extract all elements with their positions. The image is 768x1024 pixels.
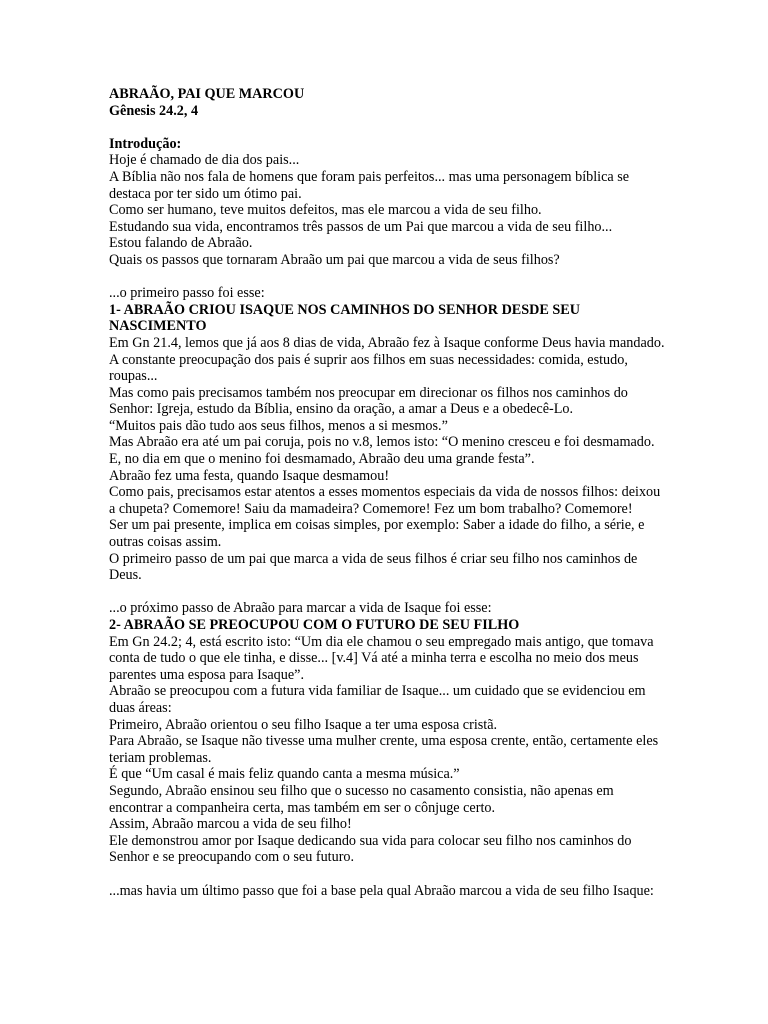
section2-paragraph: Ele demonstrou amor por Isaque dedicando sua vida para colocar seu filho nos caminhos do Senhor e se preocupando com o seu futuro. [109,832,632,866]
section1-heading: 1- ABRAÃO CRIOU ISAQUE NOS CAMINHOS DO SENHOR DESDE SEU NASCIMENTO [109,301,581,335]
section2-paragraph: Em Gn 24.2; 4, está escrito isto: “Um dia ele chamou o seu empregado mais antigo, que tomava conta de tudo o que ele tinha, e disse... [v.4] Vá até a minha terra e escolha no meio dos meus parentes uma esposa para Isaque”. [109,633,654,683]
section1-quote: “Muitos pais dão tudo aos seus filhos, menos a si mesmos.” [109,417,448,434]
intro-heading: Introdução: [109,135,182,152]
section2-paragraph: Primeiro, Abraão orientou o seu filho Isaque a ter uma esposa cristã. [109,716,498,733]
section2-quote: É que “Um casal é mais feliz quando canta a mesma música.” [109,766,460,783]
section2-paragraph: Segundo, Abraão ensinou seu filho que o sucesso no casamento consistia, não apenas em encontrar a companheira certa, mas também em ser o cônjuge certo. [109,782,614,816]
section2-lead: ...o próximo passo de Abraão para marcar a vida de Isaque foi esse: [109,600,492,617]
section1-lead: ...o primeiro passo foi esse: [109,285,265,302]
section1-paragraph: A constante preocupação dos pais é suprir aos filhos em suas necessidades: comida, estudo, roupas... [109,351,628,385]
intro-line: Estou falando de Abraão. [109,235,253,252]
spacer [109,119,669,136]
section1-paragraph: Como pais, precisamos estar atentos a esses momentos especiais da vida de nossos filhos: deixou a chupeta? Comemore! Saiu da mamadeira? Comemore! Fez um bom trabalho? Comemore! [109,484,661,517]
section2-paragraph: Para Abraão, se Isaque não tivesse uma mulher crente, uma esposa crente, então, certamente eles teriam problemas. [109,733,659,766]
bible-reference: Gênesis 24.2, 4 [109,102,199,119]
section1-paragraph: O primeiro passo de um pai que marca a vida de seus filhos é criar seu filho nos caminhos de Deus. [109,550,638,584]
document-body [109,86,669,899]
spacer [109,584,669,601]
intro-line: Hoje é chamado de dia dos pais... [109,152,300,169]
spacer [109,269,669,286]
intro-line: Quais os passos que tornaram Abraão um pai que marcou a vida de seus filhos? [109,251,560,268]
intro-line: Estudando sua vida, encontramos três passos de um Pai que marcou a vida de seu filho... [109,218,613,235]
spacer [109,866,669,883]
section2-heading: 2- ABRAÃO SE PREOCUPOU COM O FUTURO DE SEU FILHO [109,617,520,633]
section1-paragraph: Em Gn 21.4, lemos que já aos 8 dias de vida, Abraão fez à Isaque conforme Deus havia mandado. [109,334,665,351]
section1-paragraph: Ser um pai presente, implica em coisas simples, por exemplo: Saber a idade do filho, a série, e outras coisas assim. [109,517,645,551]
section2-paragraph: Assim, Abraão marcou a vida de seu filho! [109,816,352,833]
section1-paragraph: Mas Abraão era até um pai coruja, pois no v.8, lemos isto: “O menino cresceu e foi desmamado. E, no dia em que o menino foi desmamado, Abraão deu uma grande festa”. [109,434,655,468]
section2-paragraph: Abraão se preocupou com a futura vida familiar de Isaque... um cuidado que se evidenciou em duas áreas: [109,683,646,716]
intro-line: A Bíblia não nos fala de homens que foram pais perfeitos... mas uma personagem bíblica se destaca por ter sido um ótimo pai. [109,168,630,202]
closing-line: ...mas havia um último passo que foi a base pela qual Abraão marcou a vida de seu filho Isaque: [109,882,654,899]
document-title: ABRAÃO, PAI QUE MARCOU [109,86,305,102]
intro-line: Como ser humano, teve muitos defeitos, mas ele marcou a vida de seu filho. [109,202,542,219]
section1-paragraph: Mas como pais precisamos também nos preocupar em direcionar os filhos nos caminhos do Senhor: Igreja, estudo da Bíblia, ensino da oração, a amar a Deus e a obedecê-Lo. [109,384,628,418]
section1-paragraph: Abraão fez uma festa, quando Isaque desmamou! [109,467,390,484]
